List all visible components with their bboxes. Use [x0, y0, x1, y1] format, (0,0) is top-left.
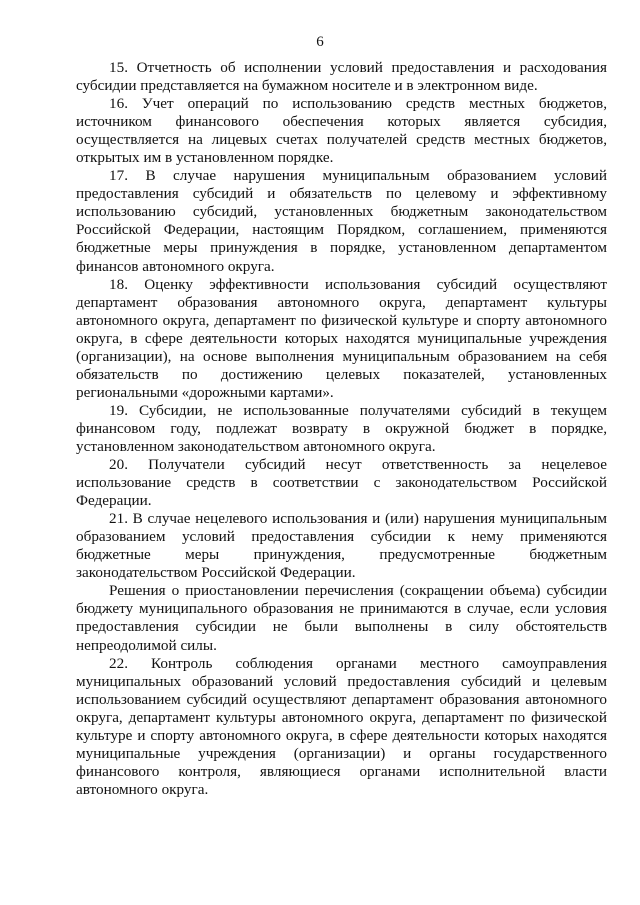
paragraph-16: 16. Учет операций по использованию средств местных бюджетов, источником финансового обеспечения которых является субсидия, осуществляется на лицевых счетах получателей средств местных бюджетов, открытых им в установленном порядке.	[76, 95, 607, 167]
paragraph-21: 21. В случае нецелевого использования и (или) нарушения муниципальным образованием условий предоставления субсидии к нему применяются бюджетные меры принуждения, предусмотренные бюджетным законодательством Российской Федерации.	[76, 510, 607, 582]
paragraph-19: 19. Субсидии, не использованные получателями субсидий в текущем финансовом году, подлежат возврату в окружной бюджет в порядке, установленном законодательством автономного округа.	[76, 401, 607, 455]
paragraph-22: 22. Контроль соблюдения органами местного самоуправления муниципальных образований условий предоставления субсидий и целевым использованием субсидий осуществляют департамент образования автономного округа, департамент культуры автономного округа, департамент по физической культуре и спорту автономного округа, в сфере деятельности которых находятся муниципальные учреждения (организации) и органы государственного финансового контроля, являющиеся органами исполнительной власти автономного округа.	[76, 654, 607, 798]
paragraph-21-continued: Решения о приостановлении перечисления (сокращении объема) субсидии бюджету муниципального образования не принимаются в случае, если условия предоставления субсидии не были выполнены в силу обстоятельств непреодолимой силы.	[76, 582, 607, 654]
document-body	[76, 59, 607, 799]
paragraph-17: 17. В случае нарушения муниципальным образованием условий предоставления субсидий и обязательств по целевому и эффективному использованию субсидий, установленных бюджетным законодательством Российской Федерации, настоящим Порядком, соглашением, применяются бюджетные меры принуждения в порядке, установленном департаментом финансов автономного округа.	[76, 167, 607, 275]
paragraph-15: 15. Отчетность об исполнении условий предоставления и расходования субсидии представляется на бумажном носителе и в электронном виде.	[76, 59, 607, 95]
page-number: 6	[316, 34, 324, 50]
paragraph-18: 18. Оценку эффективности использования субсидий осуществляют департамент образования автономного округа, департамент культуры автономного округа, департамент по физической культуре и спорту автономного округа, в сфере деятельности которых находятся муниципальные учреждения (организации), на основе выполнения муниципальным образованием на себя обязательств по достижению целевых показателей, установленных региональными «дорожными картами».	[76, 275, 607, 401]
paragraph-20: 20. Получатели субсидий несут ответственность за нецелевое использование средств в соответствии с законодательством Российской Федерации.	[76, 456, 607, 510]
